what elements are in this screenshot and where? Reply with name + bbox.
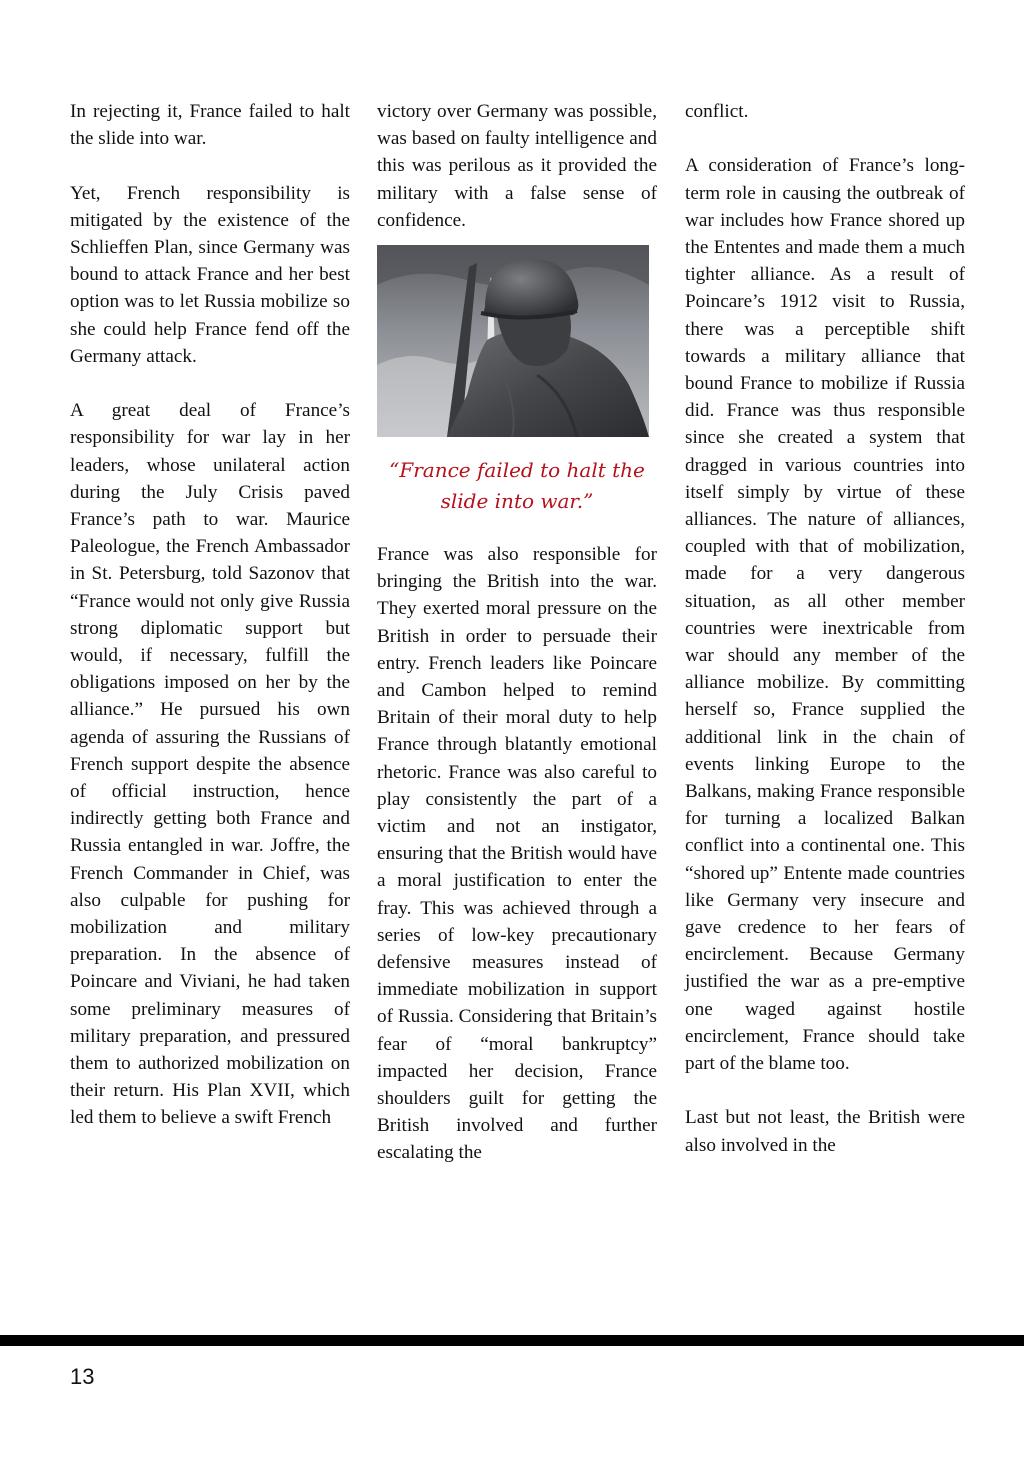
paragraph: conflict.: [685, 101, 749, 122]
article-column-2: [377, 98, 657, 1167]
footer-rule: [0, 1335, 1024, 1346]
paragraph: France was also responsible for bringing the British into the war. They exerted moral pressure on the British in order to persuade their entry. French leaders like Poincare and Cambon helped to remind Britain of their moral duty to help France through blatantly emotional rhetoric. France was also careful to play consistently the part of a victim and not an instigator, ensuring that the British would have a moral justification to enter the fray. This was achieved through a series of low-key precautionary defensive measures instead of immediate mobilization in support of Russia. Considering that Britain’s fear of “moral bankruptcy” impacted her decision, France shoulders guilt for getting the British involved and further escalating the: [377, 544, 657, 1164]
paragraph: A consideration of France’s long-term role in causing the outbreak of war includes how France shored up the Ententes and made them a much tighter alliance. As a result of Poincare’s 1912 visit to Russia, there was a perceptible shift towards a military alliance that bound France to mobilize if Russia did. France was thus responsible since she created a system that dragged in various countries into itself simply by virtue of these alliances. The nature of alliances, coupled with that of mobilization, made for a very dangerous situation, as all other member countries were inextricable from war should any member of the alliance mobilize. By committing herself so, France supplied the additional link in the chain of events linking Europe to the Balkans, making France responsible for turning a localized Balkan conflict into a continental one. This “shored up” Entente made countries like Germany very insecure and gave credence to her fears of encirclement. Because Germany justified the war as a pre-emptive one waged against hostile encirclement, France should take part of the blame too.: [685, 155, 965, 1075]
paragraph: victory over Germany was possible, was based on faulty intelligence and this was perilous as it provided the military with a false sense of confidence.: [377, 101, 657, 231]
pull-quote: “France failed to halt the slide into war.”: [389, 458, 645, 514]
paragraph: Last but not least, the British were also involved in the: [685, 1107, 965, 1156]
paragraph: A great deal of France’s responsibility for war lay in her leaders, whose unilateral action during the July Crisis paved France’s path to war. Maurice Paleologue, the French Ambassador in St. Petersburg, told Sazonov that “France would not only give Russia strong diplomatic support but would, if necessary, fulfill the obligations imposed on her by the alliance.” He pursued his own agenda of assuring the Russians of French support despite the absence of official instruction, hence indirectly getting both France and Russia entangled in war. Joffre, the French Commander in Chief, was also culpable for pushing for mobilization and military preparation. In the absence of Poincare and Viviani, he had taken some preliminary measures of military preparation, and pressured them to authorized mobilization on their return. His Plan XVII, which led them to believe a swift French: [70, 400, 350, 1129]
article-column-1: [70, 98, 350, 1132]
page-number: 13: [70, 1364, 95, 1389]
paragraph: In rejecting it, France failed to halt the slide into war.: [70, 101, 350, 150]
paragraph: Yet, French responsibility is mitigated by the existence of the Schlieffen Plan, since Germany was bound to attack France and her best option was to let Russia mobilize so she could help France fend off the Germany attack.: [70, 182, 350, 367]
article-column-3: [685, 98, 965, 1159]
soldier-statue-photo: [377, 245, 649, 437]
